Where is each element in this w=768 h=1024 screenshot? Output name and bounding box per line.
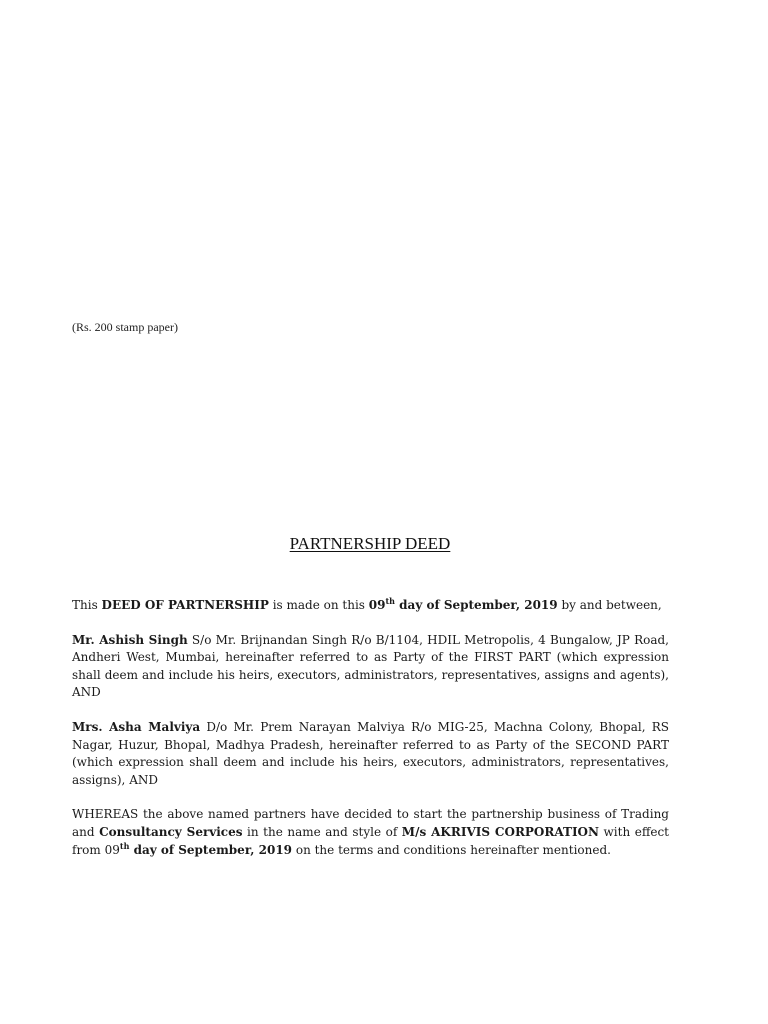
whereas-date-text: day of September, 2019 — [129, 842, 293, 857]
page-title: PARTNERSHIP DEED — [289, 534, 451, 553]
second-party-name: Mrs. Asha Malviya — [72, 719, 201, 734]
second-party-paragraph — [72, 719, 669, 789]
deed-body — [72, 597, 669, 876]
intro-paragraph — [72, 597, 669, 615]
whereas-text-3: with effect from 09 — [72, 824, 669, 857]
whereas-text-2: in the name and style of — [242, 824, 402, 839]
intro-text-1: This — [72, 598, 102, 612]
stamp-paper-note: (Rs. 200 stamp paper) — [72, 320, 178, 334]
whereas-text-1: WHEREAS the above named partners have decided to start the partnership business of Trading and — [72, 807, 669, 839]
whereas-text-4: on the terms and conditions hereinafter mentioned. — [292, 842, 611, 857]
intro-text-3: by and between, — [557, 598, 662, 612]
deed-of-partnership-label: DEED OF PARTNERSHIP — [101, 598, 269, 612]
intro-text-2: is made on this — [268, 598, 369, 612]
second-party-details: D/o Mr. Prem Narayan Malviya R/o MIG-25, Machna Colony, Bhopal, RS Nagar, Huzur, Bhopal, Madhya Pradesh, hereinafter referred to as Party of the SECOND PART (which expression shall deem and include his heirs, executors, administrators, representatives, assigns), AND — [72, 719, 669, 787]
firm-name: M/s AKRIVIS CORPORATION — [401, 824, 599, 839]
intro-day-number: 09 — [368, 598, 386, 612]
first-party-paragraph — [72, 632, 669, 702]
intro-date-text: day of September, 2019 — [394, 598, 558, 612]
whereas-day-ordinal: th — [119, 840, 130, 851]
first-party-name: Mr. Ashish Singh — [72, 632, 188, 647]
whereas-paragraph — [72, 806, 669, 859]
business-type: Consultancy Services — [99, 824, 243, 839]
first-party-details: S/o Mr. Brijnandan Singh R/o B/1104, HDIL Metropolis, 4 Bungalow, JP Road, Andheri West, Mumbai, hereinafter referred to as Party of the FIRST PART (which expression shall deem and include his heirs, executors, administrators, representatives, assigns and agents), AND — [72, 632, 669, 700]
intro-day-ordinal: th — [385, 596, 395, 606]
